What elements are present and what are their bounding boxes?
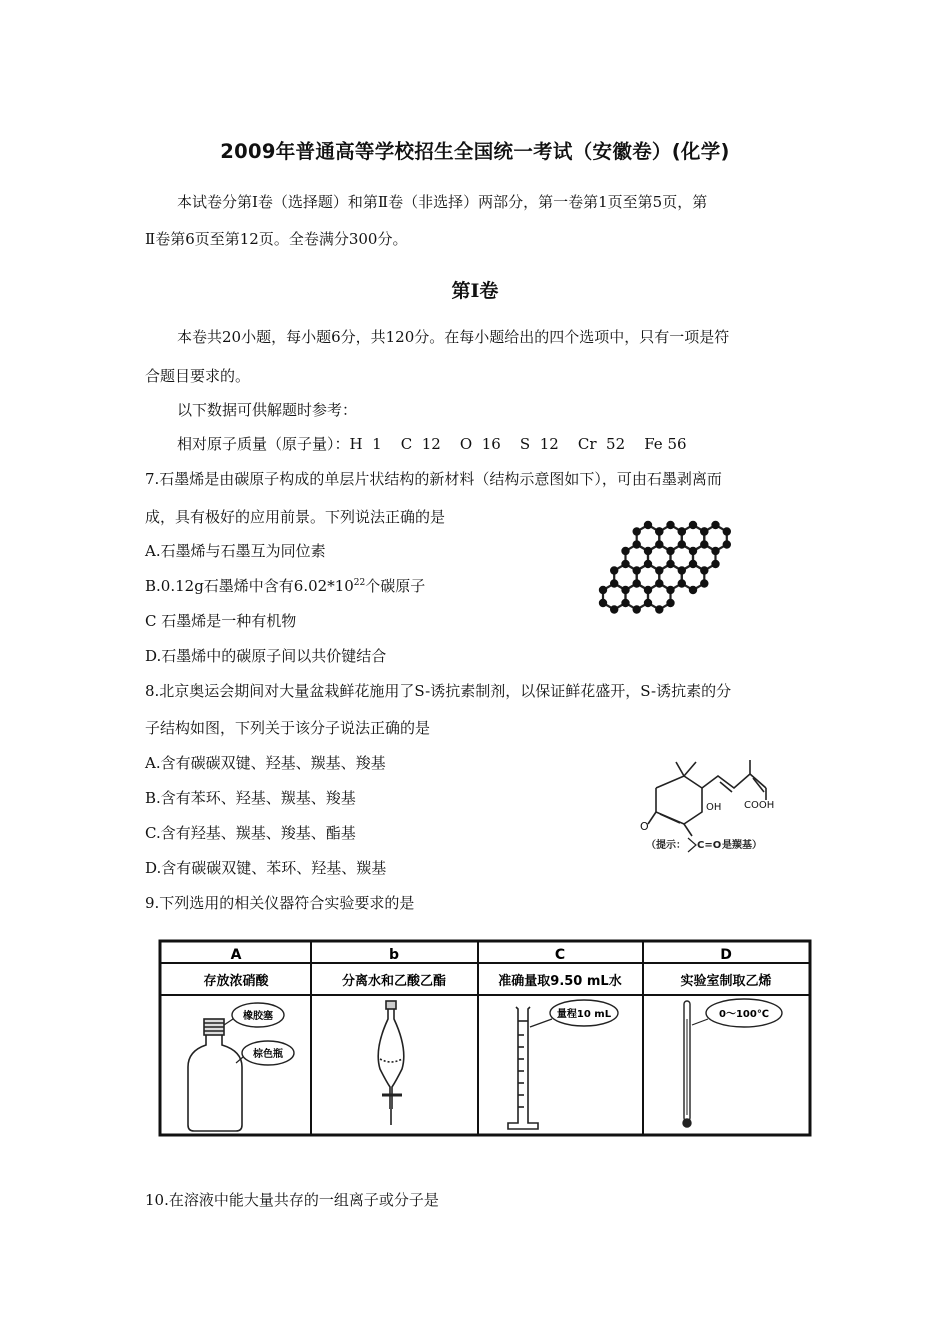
carbon-atom [599,599,607,607]
carbon-atom [655,579,663,587]
carbon-atom [633,605,641,613]
carbon-atom [621,547,629,555]
thermometer-icon [683,1001,691,1127]
instructions-line-2: 合题目要求的。 [145,367,251,385]
fig-label-cooh: COOH [744,800,775,811]
temperature-label: 0～100℃ [719,1009,769,1020]
fig-hint-prefix: （提示： [646,840,686,851]
carbon-atom [621,560,629,568]
col-a-task: 存放浓硝酸 [203,974,269,989]
carbon-atom [610,605,618,613]
carbon-atom [711,521,719,529]
carbon-atom [700,527,708,535]
q8-option-b: B.含有苯环、羟基、羰基、羧基 [145,789,356,807]
q8-stem-2: 子结构如图，下列关于该分子说法正确的是 [145,719,431,737]
q10-stem: 10.在溶液中能大量共存的一组离子或分子是 [145,1191,439,1209]
q8-stem-1: 8.北京奥运会期间对大量盆栽鲜花施用了S-诱抗素制剂，以保证鲜花盛开，S-诱抗素的分 [145,682,732,700]
s-abscisic-acid-structure-figure [640,752,800,857]
carbon-atom [689,521,697,529]
carbon-atom [644,547,652,555]
col-c-task: 准确量取9.50 mL水 [498,974,622,989]
q9-apparatus-table [158,939,813,1139]
carbon-atom [666,599,674,607]
carbon-atom [666,547,674,555]
carbon-atom [633,540,641,548]
carbon-atom [621,586,629,594]
carbon-atom [644,560,652,568]
carbon-atom [644,586,652,594]
carbon-atom [599,586,607,594]
carbon-atom [666,560,674,568]
carbon-atom [700,566,708,574]
carbon-atom [655,540,663,548]
stopper-label: 橡胶塞 [243,1011,273,1022]
reference-intro: 以下数据可供解题时参考： [177,401,358,419]
carbon-atom [723,527,731,535]
carbon-atom [644,599,652,607]
carbon-atom [678,540,686,548]
intro-line-1: 本试卷分第Ⅰ卷（选择题）和第Ⅱ卷（非选择）两部分，第一卷第1页至第5页，第 [177,193,708,211]
fig-hint-group: C=O [697,840,722,851]
instructions-line-1: 本卷共20小题，每小题6分，共120分。在每小题给出的四个选项中，只有一项是符 [177,328,730,346]
q9-stem: 9.下列选用的相关仪器符合实验要求的是 [145,894,415,912]
q7-stem-2: 成，具有极好的应用前景。下列说法正确的是 [145,508,446,526]
intro-line-2: Ⅱ卷第6页至第12页。全卷满分300分。 [145,230,408,248]
carbon-atom [655,527,663,535]
col-d-header: D [720,947,732,963]
carbon-atom [689,560,697,568]
range-label: 量程10 mL [556,1009,612,1020]
carbon-atom [621,599,629,607]
carbon-atom [633,527,641,535]
carbon-atom [666,586,674,594]
bottle-label: 棕色瓶 [253,1049,283,1060]
q7-option-c: C 石墨烯是一种有机物 [145,612,297,630]
carbon-atom [700,540,708,548]
atomic-mass-line: 相对原子质量（原子量）：H 1 C 12 O 16 S 12 Cr 52 Fe 56 [177,435,687,453]
fig-label-o: O [640,820,649,833]
carbon-atom [678,566,686,574]
q8-option-d: D.含有碳碳双键、苯环、羟基、羰基 [145,859,387,877]
q7-option-b-exponent: 22 [353,578,366,588]
fig-hint-suffix: 是羰基） [722,840,762,851]
col-d-task: 实验室制取乙烯 [680,974,772,989]
carbon-atom [689,586,697,594]
carbon-atom [711,560,719,568]
carbon-atom [723,540,731,548]
carbon-atom [644,521,652,529]
page-title: 2009年普通高等学校招生全国统一考试（安徽卷）(化学) [220,140,730,163]
carbon-atom [633,579,641,587]
graphene-structure-figure [596,518,756,630]
col-b-task: 分离水和乙酸乙酯 [341,974,447,989]
q7-option-b-text: B.0.12g石墨烯中含有6.02*10 [145,577,354,595]
q7-option-d: D.石墨烯中的碳原子间以共价键结合 [145,647,387,665]
q8-option-a: A.含有碳碳双键、羟基、羰基、羧基 [145,754,386,772]
carbon-atom [666,521,674,529]
carbon-atom [678,579,686,587]
carbon-atom [610,579,618,587]
carbon-atom [700,579,708,587]
q7-option-b-unit: 个碳原子 [365,577,426,595]
volume-title: 第Ⅰ卷 [451,280,499,302]
q7-option-a: A.石墨烯与石墨互为同位素 [145,542,326,560]
carbon-atom [678,527,686,535]
col-b-header: b [388,947,400,963]
q7-stem-1: 7.石墨烯是由碳原子构成的单层片状结构的新材料（结构示意图如下），可由石墨剥离而 [145,470,722,488]
carbon-atom [655,605,663,613]
col-c-header: C [554,947,566,963]
carbon-atom [689,547,697,555]
carbon-atom [655,566,663,574]
carbon-atom [610,566,618,574]
q8-option-c: C.含有羟基、羰基、羧基、酯基 [145,824,356,842]
carbon-atom [633,566,641,574]
fig-label-oh: OH [706,802,722,813]
col-a-header: A [230,947,242,963]
carbon-atom [711,547,719,555]
